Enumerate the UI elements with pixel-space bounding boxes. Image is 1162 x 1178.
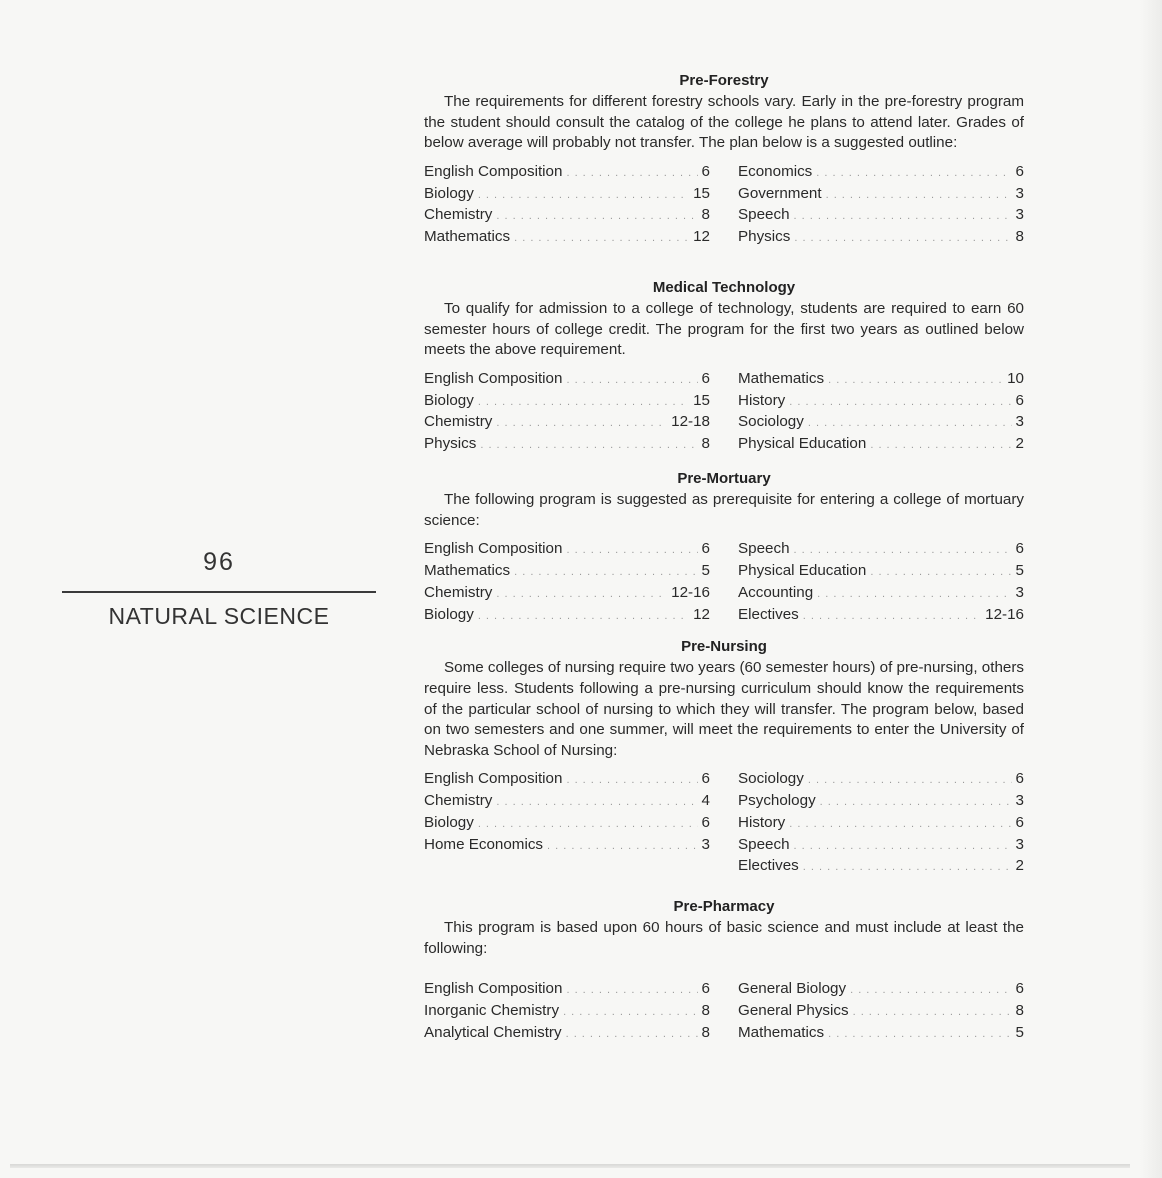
- leader-dots: [808, 413, 1012, 434]
- course-table: [424, 769, 1024, 878]
- course-hours: 6: [701, 980, 710, 998]
- course-name: Electives: [738, 605, 799, 623]
- course-row: [424, 227, 710, 249]
- course-name: English Composition: [424, 770, 563, 788]
- course-row: [738, 769, 1024, 791]
- course-row: [424, 1001, 710, 1023]
- course-hours: 12: [693, 228, 710, 246]
- course-hours: 6: [701, 770, 710, 788]
- course-hours: 3: [1015, 413, 1024, 431]
- section-title: Pre-Pharmacy: [673, 898, 775, 916]
- course-column-right: [738, 539, 1024, 626]
- page-number: 96: [203, 548, 235, 576]
- course-name: Electives: [738, 857, 799, 875]
- course-name: Speech: [738, 206, 790, 224]
- course-name: English Composition: [424, 162, 563, 180]
- course-name: Biology: [424, 391, 474, 409]
- course-hours: 3: [1015, 835, 1024, 853]
- course-hours: 8: [701, 435, 710, 453]
- page-edge: [1140, 0, 1162, 1178]
- course-row: [738, 1023, 1024, 1045]
- course-hours: 6: [1015, 391, 1024, 409]
- course-hours: 6: [701, 369, 710, 387]
- course-row: [738, 391, 1024, 413]
- course-table: [424, 162, 1024, 249]
- leader-dots: [566, 770, 697, 791]
- leader-dots: [566, 540, 697, 561]
- margin-rule: [62, 591, 376, 593]
- section-paragraph: The requirements for different forestry schools vary. Early in the pre-forestry program the student should consult the catalog of the college he plans to attend later. Grades of below average will probably not transfer. The plan below is a suggested outline:: [424, 93, 1024, 152]
- course-table: [424, 369, 1024, 456]
- course-hours: 5: [1015, 1024, 1024, 1042]
- section-pre-forestry: [424, 72, 1024, 249]
- course-name: General Biology: [738, 980, 847, 998]
- course-row: [424, 813, 710, 835]
- section-title: Medical Technology: [652, 278, 796, 296]
- course-row: [738, 813, 1024, 835]
- course-row: [424, 434, 710, 456]
- leader-dots: [514, 228, 689, 249]
- leader-dots: [808, 770, 1012, 791]
- course-row: [424, 835, 710, 857]
- course-table: [424, 979, 1024, 1044]
- course-name: Home Economics: [424, 835, 544, 853]
- bottom-edge-line: [10, 1164, 1130, 1168]
- leader-dots: [478, 185, 689, 206]
- course-name: Government: [738, 184, 822, 202]
- course-hours: 8: [1015, 1002, 1024, 1020]
- course-hours: 3: [1015, 206, 1024, 224]
- course-row: [738, 791, 1024, 813]
- course-name: Economics: [738, 162, 813, 180]
- course-name: Biology: [424, 605, 474, 623]
- course-hours: 15: [693, 391, 710, 409]
- course-name: Chemistry: [424, 583, 493, 601]
- course-row: [424, 184, 710, 206]
- course-column-right: [738, 979, 1024, 1044]
- leader-dots: [514, 562, 697, 583]
- course-row: [424, 583, 710, 605]
- section-paragraph: To qualify for admission to a college of technology, students are required to earn 60 semester hours of college credit. The program for the first two years as outlined below meets the above requirement.: [424, 299, 1024, 359]
- course-column-left: [424, 539, 710, 626]
- course-hours: 6: [701, 813, 710, 831]
- course-name: Physics: [424, 435, 477, 453]
- course-column-left: [424, 369, 710, 456]
- course-name: Mathematics: [424, 228, 511, 246]
- main-content: [424, 72, 1024, 1045]
- leader-dots: [816, 163, 1011, 184]
- course-name: Mathematics: [424, 561, 511, 579]
- course-name: Analytical Chemistry: [424, 1024, 562, 1042]
- course-name: Physical Education: [738, 435, 867, 453]
- course-row: [738, 184, 1024, 206]
- course-name: Biology: [424, 813, 474, 831]
- leader-dots: [828, 1024, 1011, 1045]
- course-row: [424, 205, 710, 227]
- course-hours: 3: [1015, 583, 1024, 601]
- leader-dots: [828, 370, 1003, 391]
- leader-dots: [870, 435, 1011, 456]
- course-hours: 8: [1015, 228, 1024, 246]
- course-row: [738, 205, 1024, 227]
- course-hours: 3: [1015, 792, 1024, 810]
- course-hours: 12-18: [671, 413, 710, 431]
- leader-dots: [826, 185, 1012, 206]
- section-paragraph: Some colleges of nursing require two years (60 semester hours) of pre-nursing, others require less. Students following a pre-nursing curriculum should know the requirements of the particular school of nursing to which they will transfer. The program below, based on two semesters and one summer, will meet the requirements to enter the University of Nebraska School of Nursing:: [424, 659, 1024, 759]
- leader-dots: [566, 1024, 698, 1045]
- section-title: Pre-Nursing: [681, 638, 767, 656]
- course-hours: 12-16: [985, 605, 1024, 623]
- course-row: [424, 369, 710, 391]
- course-name: Mathematics: [738, 1024, 825, 1042]
- course-name: Chemistry: [424, 413, 493, 431]
- course-name: Sociology: [738, 413, 804, 431]
- leader-dots: [803, 857, 1012, 878]
- course-name: Speech: [738, 835, 790, 853]
- course-hours: 2: [1015, 435, 1024, 453]
- course-name: Inorganic Chemistry: [424, 1002, 560, 1020]
- course-name: Psychology: [738, 792, 816, 810]
- course-column-right: [738, 369, 1024, 456]
- leader-dots: [547, 836, 698, 857]
- leader-dots: [478, 814, 698, 835]
- course-hours: 10: [1007, 369, 1024, 387]
- leader-dots: [566, 370, 697, 391]
- course-name: English Composition: [424, 980, 563, 998]
- course-row: [738, 583, 1024, 605]
- section-pre-nursing: [424, 638, 1024, 878]
- course-hours: 5: [701, 561, 710, 579]
- leader-dots: [850, 980, 1011, 1001]
- course-name: Accounting: [738, 583, 814, 601]
- course-row: [424, 539, 710, 561]
- course-hours: 12: [693, 605, 710, 623]
- course-row: [738, 979, 1024, 1001]
- course-hours: 15: [693, 184, 710, 202]
- course-row: [738, 835, 1024, 857]
- section-paragraph: This program is based upon 60 hours of basic science and must include at least the following:: [424, 919, 1024, 957]
- leader-dots: [496, 792, 697, 813]
- leader-dots: [478, 606, 689, 627]
- course-row: [424, 391, 710, 413]
- leader-dots: [853, 1002, 1012, 1023]
- course-row: [738, 412, 1024, 434]
- course-hours: 6: [1015, 770, 1024, 788]
- course-column-left: [424, 162, 710, 249]
- course-hours: 6: [1015, 980, 1024, 998]
- course-row: [738, 162, 1024, 184]
- leader-dots: [563, 1002, 697, 1023]
- course-row: [738, 1001, 1024, 1023]
- leader-dots: [794, 836, 1012, 857]
- leader-dots: [496, 413, 667, 434]
- course-hours: 3: [701, 835, 710, 853]
- course-row: [424, 561, 710, 583]
- course-hours: 6: [1015, 813, 1024, 831]
- leader-dots: [496, 584, 667, 605]
- course-hours: 8: [701, 1024, 710, 1042]
- course-row: [424, 605, 710, 627]
- course-name: Mathematics: [738, 369, 825, 387]
- course-row: [738, 539, 1024, 561]
- section-medical-technology: [424, 279, 1024, 456]
- course-hours: 6: [701, 162, 710, 180]
- course-name: History: [738, 391, 786, 409]
- section-pre-mortuary: [424, 470, 1024, 626]
- course-hours: 5: [1015, 561, 1024, 579]
- course-name: Speech: [738, 540, 790, 558]
- course-row: [738, 227, 1024, 249]
- leader-dots: [870, 562, 1011, 583]
- leader-dots: [803, 606, 981, 627]
- course-hours: 6: [1015, 540, 1024, 558]
- course-hours: 8: [701, 1002, 710, 1020]
- course-name: General Physics: [738, 1002, 849, 1020]
- course-row: [424, 791, 710, 813]
- course-row: [424, 1023, 710, 1045]
- section-pre-pharmacy: [424, 898, 1024, 1045]
- leader-dots: [817, 584, 1011, 605]
- course-hours: 6: [1015, 162, 1024, 180]
- section-title: Pre-Forestry: [679, 72, 769, 89]
- course-hours: 3: [1015, 184, 1024, 202]
- leader-dots: [566, 163, 697, 184]
- course-name: Biology: [424, 184, 474, 202]
- margin-section-header: [62, 548, 376, 630]
- course-name: English Composition: [424, 369, 563, 387]
- section-title: Pre-Mortuary: [677, 469, 771, 487]
- course-hours: 2: [1015, 857, 1024, 875]
- leader-dots: [789, 814, 1011, 835]
- course-hours: 8: [701, 206, 710, 224]
- leader-dots: [789, 392, 1011, 413]
- course-name: Physics: [738, 228, 791, 246]
- course-row: [424, 979, 710, 1001]
- course-name: Chemistry: [424, 206, 493, 224]
- course-column-right: [738, 769, 1024, 878]
- course-row: [424, 769, 710, 791]
- course-name: English Composition: [424, 540, 563, 558]
- course-column-left: [424, 979, 710, 1044]
- course-row: [738, 561, 1024, 583]
- course-row: [738, 605, 1024, 627]
- leader-dots: [478, 392, 689, 413]
- course-table: [424, 539, 1024, 626]
- leader-dots: [794, 540, 1012, 561]
- course-hours: 12-16: [671, 583, 710, 601]
- course-row: [424, 162, 710, 184]
- course-row: [738, 434, 1024, 456]
- leader-dots: [480, 435, 697, 456]
- course-row: [738, 856, 1024, 878]
- leader-dots: [820, 792, 1012, 813]
- course-row: [738, 369, 1024, 391]
- leader-dots: [566, 980, 697, 1001]
- course-name: Sociology: [738, 770, 804, 788]
- course-column-left: [424, 769, 710, 878]
- course-row: [424, 412, 710, 434]
- section-paragraph: The following program is suggested as prerequisite for entering a college of mortuary science:: [424, 490, 1024, 529]
- course-column-right: [738, 162, 1024, 249]
- course-hours: 6: [701, 540, 710, 558]
- leader-dots: [794, 228, 1011, 249]
- course-name: Physical Education: [738, 561, 867, 579]
- section-heading: NATURAL SCIENCE: [108, 603, 330, 629]
- leader-dots: [496, 206, 697, 227]
- course-name: History: [738, 813, 786, 831]
- leader-dots: [794, 206, 1012, 227]
- course-name: Chemistry: [424, 792, 493, 810]
- course-hours: 4: [701, 792, 710, 810]
